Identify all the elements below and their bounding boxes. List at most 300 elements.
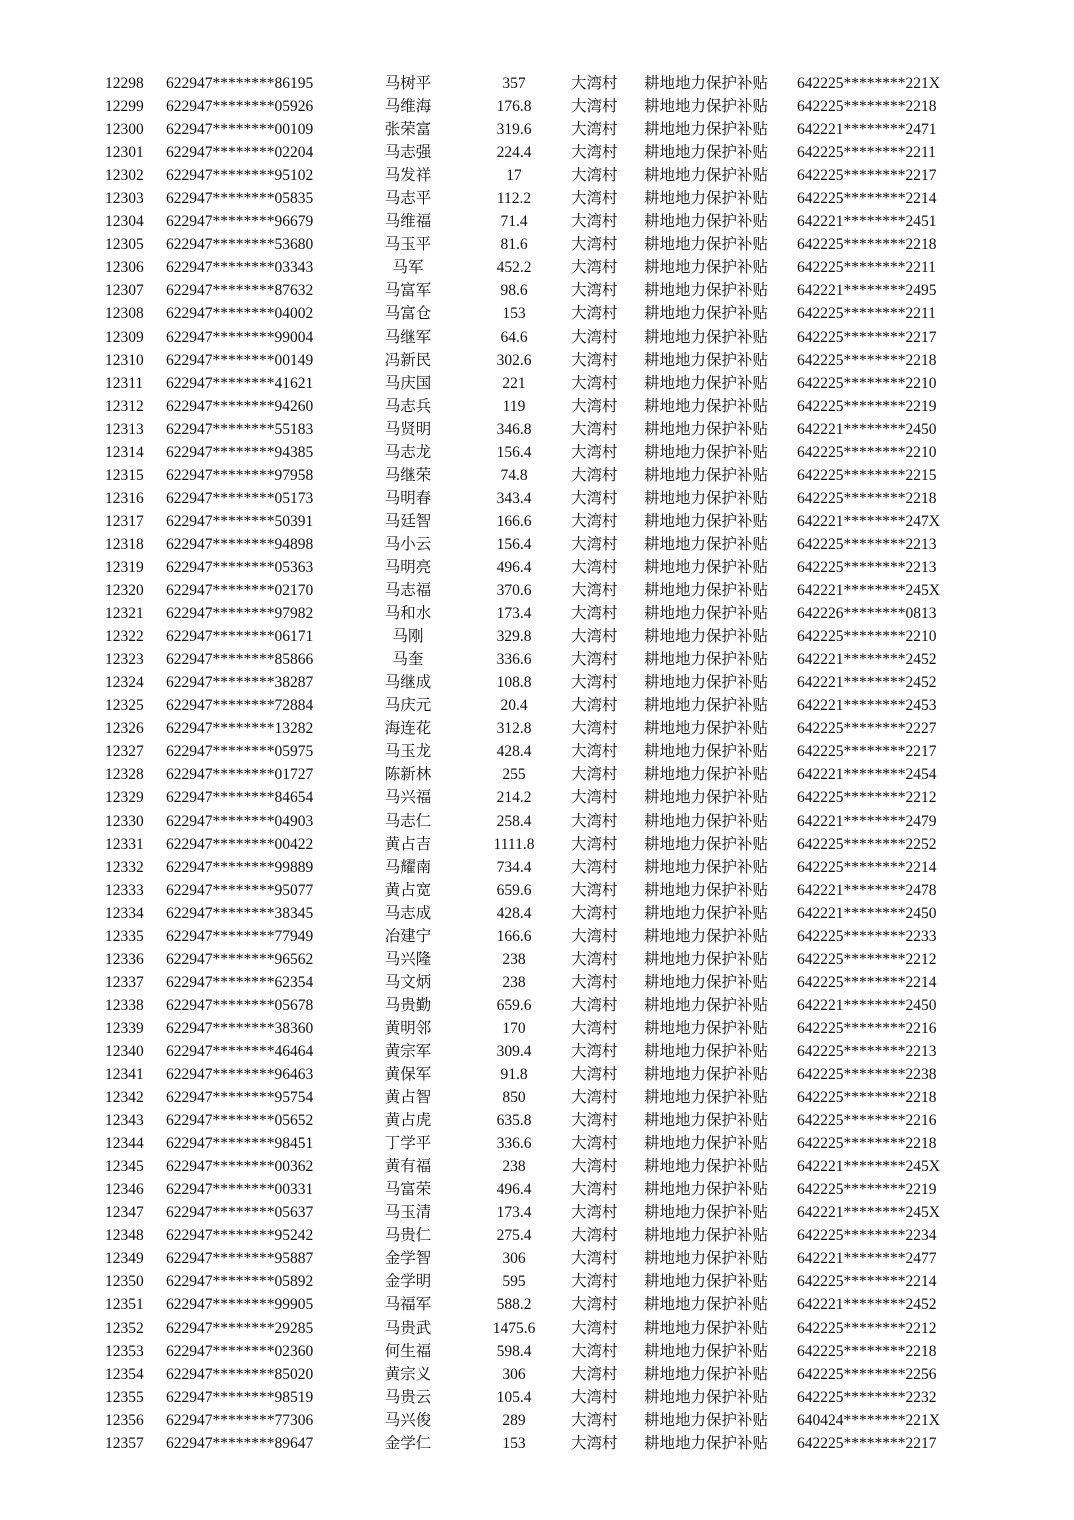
subsidy-type-cell: 耕地地力保护补贴	[644, 512, 769, 530]
id-number-cell: 642225********2219	[797, 397, 937, 415]
village-cell: 大湾村	[571, 651, 618, 669]
subsidy-type-cell: 耕地地力保护补贴	[644, 1204, 769, 1222]
name-cell: 黄占宽	[384, 881, 432, 899]
id-number-cell: 642221********2452	[797, 1296, 937, 1314]
seq-number-cell: 12314	[105, 443, 144, 461]
card-number-cell: 622947********38345	[166, 904, 314, 922]
amount-cell: 428.4	[496, 743, 532, 761]
table-row	[0, 717, 1074, 740]
name-cell: 马继军	[384, 328, 432, 346]
card-number-cell: 622947********97958	[166, 466, 314, 484]
table-row	[0, 95, 1074, 118]
name-cell: 马志仁	[384, 812, 432, 830]
amount-cell: 214.2	[496, 789, 532, 807]
seq-number-cell: 12325	[105, 697, 144, 715]
name-cell: 金学智	[384, 1250, 432, 1268]
seq-number-cell: 12337	[105, 973, 144, 991]
amount-cell: 336.6	[496, 1135, 532, 1153]
id-number-cell: 642225********2215	[797, 466, 937, 484]
subsidy-type-cell: 耕地地力保护补贴	[644, 1319, 769, 1337]
village-cell: 大湾村	[571, 98, 618, 116]
card-number-cell: 622947********05652	[166, 1112, 314, 1130]
village-cell: 大湾村	[571, 743, 618, 761]
name-cell: 黄明邻	[384, 1019, 432, 1037]
name-cell: 马耀南	[384, 858, 432, 876]
village-cell: 大湾村	[571, 1042, 618, 1060]
table-row	[0, 856, 1074, 879]
id-number-cell: 642225********2256	[797, 1365, 937, 1383]
subsidy-type-cell: 耕地地力保护补贴	[644, 1181, 769, 1199]
table-row	[0, 487, 1074, 510]
id-number-cell: 642221********2477	[797, 1250, 937, 1268]
village-cell: 大湾村	[571, 1181, 618, 1199]
amount-cell: 346.8	[496, 420, 532, 438]
card-number-cell: 622947********95887	[166, 1250, 314, 1268]
village-cell: 大湾村	[571, 328, 618, 346]
amount-cell: 598.4	[496, 1342, 532, 1360]
seq-number-cell: 12335	[105, 927, 144, 945]
village-cell: 大湾村	[571, 1227, 618, 1245]
id-number-cell: 642221********2495	[797, 282, 937, 300]
amount-cell: 734.4	[496, 858, 532, 876]
village-cell: 大湾村	[571, 996, 618, 1014]
subsidy-type-cell: 耕地地力保护补贴	[644, 651, 769, 669]
table-row	[0, 1109, 1074, 1132]
amount-cell: 170	[502, 1019, 526, 1037]
card-number-cell: 622947********38360	[166, 1019, 314, 1037]
name-cell: 马继荣	[384, 466, 432, 484]
seq-number-cell: 12309	[105, 328, 144, 346]
seq-number-cell: 12352	[105, 1319, 144, 1337]
seq-number-cell: 12344	[105, 1135, 144, 1153]
name-cell: 冯新民	[384, 351, 432, 369]
seq-number-cell: 12332	[105, 858, 144, 876]
id-number-cell: 642225********2227	[797, 720, 937, 738]
subsidy-type-cell: 耕地地力保护补贴	[644, 973, 769, 991]
table-row	[0, 902, 1074, 925]
table-row	[0, 1178, 1074, 1201]
name-cell: 马兴福	[384, 789, 432, 807]
name-cell: 黄占虎	[384, 1112, 432, 1130]
id-number-cell: 642221********2478	[797, 881, 937, 899]
card-number-cell: 622947********86195	[166, 75, 314, 92]
table-row	[0, 1155, 1074, 1178]
id-number-cell: 642221********2451	[797, 213, 937, 231]
table-row	[0, 1293, 1074, 1316]
subsidy-type-cell: 耕地地力保护补贴	[644, 1342, 769, 1360]
id-number-cell: 642225********2216	[797, 1019, 937, 1037]
seq-number-cell: 12353	[105, 1342, 144, 1360]
subsidy-type-cell: 耕地地力保护补贴	[644, 605, 769, 623]
seq-number-cell: 12331	[105, 835, 144, 853]
seq-number-cell: 12301	[105, 144, 144, 162]
village-cell: 大湾村	[571, 858, 618, 876]
table-row	[0, 302, 1074, 325]
id-number-cell: 642225********2218	[797, 489, 937, 507]
id-number-cell: 642221********2454	[797, 766, 937, 784]
subsidy-type-cell: 耕地地力保护补贴	[644, 558, 769, 576]
amount-cell: 635.8	[496, 1112, 532, 1130]
table-row	[0, 579, 1074, 602]
seq-number-cell: 12350	[105, 1273, 144, 1291]
name-cell: 马贤明	[384, 420, 432, 438]
table-row	[0, 556, 1074, 579]
card-number-cell: 622947********41621	[166, 374, 314, 392]
subsidy-type-cell: 耕地地力保护补贴	[644, 1042, 769, 1060]
table-row	[0, 694, 1074, 717]
card-number-cell: 622947********99004	[166, 328, 314, 346]
village-cell: 大湾村	[571, 512, 618, 530]
name-cell: 马富荣	[384, 1181, 432, 1199]
amount-cell: 343.4	[496, 489, 532, 507]
village-cell: 大湾村	[571, 259, 618, 277]
seq-number-cell: 12349	[105, 1250, 144, 1268]
seq-number-cell: 12302	[105, 167, 144, 185]
id-number-cell: 642225********2218	[797, 351, 937, 369]
card-number-cell: 622947********94260	[166, 397, 314, 415]
seq-number-cell: 12357	[105, 1434, 144, 1452]
subsidy-table	[0, 72, 1074, 1455]
seq-number-cell: 12347	[105, 1204, 144, 1222]
name-cell: 马富仓	[384, 305, 432, 323]
name-cell: 马兴俊	[384, 1411, 432, 1429]
subsidy-type-cell: 耕地地力保护补贴	[644, 328, 769, 346]
card-number-cell: 622947********00109	[166, 121, 314, 139]
seq-number-cell: 12323	[105, 651, 144, 669]
seq-number-cell: 12339	[105, 1019, 144, 1037]
village-cell: 大湾村	[571, 558, 618, 576]
seq-number-cell: 12300	[105, 121, 144, 139]
subsidy-type-cell: 耕地地力保护补贴	[644, 766, 769, 784]
id-number-cell: 642225********2232	[797, 1388, 937, 1406]
subsidy-type-cell: 耕地地力保护补贴	[644, 881, 769, 899]
seq-number-cell: 12333	[105, 881, 144, 899]
card-number-cell: 622947********03343	[166, 259, 314, 277]
amount-cell: 238	[502, 973, 526, 991]
seq-number-cell: 12305	[105, 236, 144, 254]
table-row	[0, 948, 1074, 971]
table-row	[0, 1201, 1074, 1224]
table-row	[0, 1017, 1074, 1040]
table-row	[0, 141, 1074, 164]
seq-number-cell: 12354	[105, 1365, 144, 1383]
card-number-cell: 622947********05363	[166, 558, 314, 576]
village-cell: 大湾村	[571, 1112, 618, 1130]
village-cell: 大湾村	[571, 305, 618, 323]
subsidy-type-cell: 耕地地力保护补贴	[644, 904, 769, 922]
seq-number-cell: 12328	[105, 766, 144, 784]
subsidy-type-cell: 耕地地力保护补贴	[644, 397, 769, 415]
name-cell: 马小云	[384, 535, 432, 553]
name-cell: 黄宗军	[384, 1042, 432, 1060]
amount-cell: 306	[502, 1365, 526, 1383]
subsidy-type-cell: 耕地地力保护补贴	[644, 950, 769, 968]
card-number-cell: 622947********77306	[166, 1411, 314, 1429]
amount-cell: 1475.6	[492, 1319, 536, 1337]
subsidy-type-cell: 耕地地力保护补贴	[644, 167, 769, 185]
seq-number-cell: 12308	[105, 305, 144, 323]
name-cell: 何生福	[384, 1342, 432, 1360]
id-number-cell: 642225********2218	[797, 1135, 937, 1153]
village-cell: 大湾村	[571, 1411, 618, 1429]
card-number-cell: 622947********55183	[166, 420, 314, 438]
card-number-cell: 622947********53680	[166, 236, 314, 254]
seq-number-cell: 12306	[105, 259, 144, 277]
card-number-cell: 622947********77949	[166, 927, 314, 945]
amount-cell: 153	[502, 1434, 526, 1452]
id-number-cell: 642225********2217	[797, 1434, 937, 1452]
subsidy-type-cell: 耕地地力保护补贴	[644, 1411, 769, 1429]
name-cell: 马志龙	[384, 443, 432, 461]
table-row	[0, 233, 1074, 256]
card-number-cell: 622947********72884	[166, 697, 314, 715]
card-number-cell: 622947********29285	[166, 1319, 314, 1337]
name-cell: 马志平	[384, 190, 432, 208]
subsidy-type-cell: 耕地地力保护补贴	[644, 628, 769, 646]
village-cell: 大湾村	[571, 466, 618, 484]
name-cell: 张荣富	[384, 121, 432, 139]
id-number-cell: 642225********2212	[797, 789, 937, 807]
name-cell: 马兴隆	[384, 950, 432, 968]
amount-cell: 595	[502, 1273, 526, 1291]
card-number-cell: 622947********96679	[166, 213, 314, 231]
id-number-cell: 642225********2217	[797, 743, 937, 761]
village-cell: 大湾村	[571, 766, 618, 784]
amount-cell: 224.4	[496, 144, 532, 162]
table-row	[0, 1409, 1074, 1432]
amount-cell: 221	[502, 374, 526, 392]
amount-cell: 71.4	[500, 213, 528, 231]
name-cell: 马福军	[384, 1296, 432, 1314]
village-cell: 大湾村	[571, 835, 618, 853]
name-cell: 马富军	[384, 282, 432, 300]
amount-cell: 17	[506, 167, 522, 185]
card-number-cell: 622947********97982	[166, 605, 314, 623]
amount-cell: 275.4	[496, 1227, 532, 1245]
village-cell: 大湾村	[571, 927, 618, 945]
subsidy-type-cell: 耕地地力保护补贴	[644, 1365, 769, 1383]
subsidy-type-cell: 耕地地力保护补贴	[644, 489, 769, 507]
table-row	[0, 464, 1074, 487]
card-number-cell: 622947********02204	[166, 144, 314, 162]
table-row	[0, 418, 1074, 441]
card-number-cell: 622947********05637	[166, 1204, 314, 1222]
card-number-cell: 622947********05926	[166, 98, 314, 116]
card-number-cell: 622947********98519	[166, 1388, 314, 1406]
amount-cell: 156.4	[496, 443, 532, 461]
card-number-cell: 622947********99905	[166, 1296, 314, 1314]
id-number-cell: 642225********2213	[797, 1042, 937, 1060]
amount-cell: 112.2	[496, 190, 532, 208]
seq-number-cell: 12303	[105, 190, 144, 208]
name-cell: 马维福	[384, 213, 432, 231]
table-row	[0, 1063, 1074, 1086]
table-row	[0, 372, 1074, 395]
seq-number-cell: 12304	[105, 213, 144, 231]
subsidy-type-cell: 耕地地力保护补贴	[644, 259, 769, 277]
amount-cell: 176.8	[496, 98, 532, 116]
subsidy-type-cell: 耕地地力保护补贴	[644, 582, 769, 600]
id-number-cell: 642225********2213	[797, 535, 937, 553]
seq-number-cell: 12299	[105, 98, 144, 116]
village-cell: 大湾村	[571, 1204, 618, 1222]
card-number-cell: 622947********50391	[166, 512, 314, 530]
card-number-cell: 622947********05173	[166, 489, 314, 507]
amount-cell: 173.4	[496, 605, 532, 623]
id-number-cell: 642225********2218	[797, 236, 937, 254]
id-number-cell: 642221********247X	[797, 512, 940, 530]
card-number-cell: 622947********05975	[166, 743, 314, 761]
table-row	[0, 510, 1074, 533]
table-row	[0, 1247, 1074, 1270]
card-number-cell: 622947********84654	[166, 789, 314, 807]
card-number-cell: 622947********01727	[166, 766, 314, 784]
subsidy-type-cell: 耕地地力保护补贴	[644, 1158, 769, 1176]
amount-cell: 496.4	[496, 1181, 532, 1199]
table-row	[0, 326, 1074, 349]
name-cell: 马贵仁	[384, 1227, 432, 1245]
seq-number-cell: 12326	[105, 720, 144, 738]
seq-number-cell: 12343	[105, 1112, 144, 1130]
table-row	[0, 786, 1074, 809]
name-cell: 马维海	[384, 98, 432, 116]
seq-number-cell: 12312	[105, 397, 144, 415]
village-cell: 大湾村	[571, 535, 618, 553]
id-number-cell: 642225********2217	[797, 167, 937, 185]
card-number-cell: 622947********00422	[166, 835, 314, 853]
table-row	[0, 879, 1074, 902]
card-number-cell: 622947********00149	[166, 351, 314, 369]
village-cell: 大湾村	[571, 812, 618, 830]
id-number-cell: 642221********2450	[797, 420, 937, 438]
seq-number-cell: 12342	[105, 1089, 144, 1107]
amount-cell: 255	[502, 766, 526, 784]
id-number-cell: 642221********2450	[797, 996, 937, 1014]
subsidy-type-cell: 耕地地力保护补贴	[644, 535, 769, 553]
amount-cell: 1111.8	[493, 835, 535, 853]
card-number-cell: 622947********95102	[166, 167, 314, 185]
amount-cell: 452.2	[496, 259, 532, 277]
seq-number-cell: 12320	[105, 582, 144, 600]
card-number-cell: 622947********04002	[166, 305, 314, 323]
amount-cell: 108.8	[496, 674, 532, 692]
card-number-cell: 622947********06171	[166, 628, 314, 646]
card-number-cell: 622947********00331	[166, 1181, 314, 1199]
id-number-cell: 642225********2214	[797, 858, 937, 876]
id-number-cell: 642221********2453	[797, 697, 937, 715]
name-cell: 马志福	[384, 582, 432, 600]
subsidy-type-cell: 耕地地力保护补贴	[644, 236, 769, 254]
card-number-cell: 622947********95754	[166, 1089, 314, 1107]
village-cell: 大湾村	[571, 213, 618, 231]
id-number-cell: 642225********2214	[797, 1273, 937, 1291]
subsidy-type-cell: 耕地地力保护补贴	[644, 282, 769, 300]
card-number-cell: 622947********04903	[166, 812, 314, 830]
subsidy-type-cell: 耕地地力保护补贴	[644, 190, 769, 208]
subsidy-type-cell: 耕地地力保护补贴	[644, 789, 769, 807]
name-cell: 陈新林	[384, 766, 432, 784]
amount-cell: 20.4	[500, 697, 528, 715]
table-row	[0, 1432, 1074, 1455]
seq-number-cell: 12330	[105, 812, 144, 830]
id-number-cell: 642225********2210	[797, 443, 937, 461]
amount-cell: 302.6	[496, 351, 532, 369]
id-number-cell: 642225********2218	[797, 1342, 937, 1360]
id-number-cell: 642225********2252	[797, 835, 937, 853]
village-cell: 大湾村	[571, 697, 618, 715]
amount-cell: 659.6	[496, 996, 532, 1014]
table-row	[0, 740, 1074, 763]
id-number-cell: 642225********221X	[797, 75, 940, 92]
card-number-cell: 622947********00362	[166, 1158, 314, 1176]
subsidy-type-cell: 耕地地力保护补贴	[644, 213, 769, 231]
table-row	[0, 1224, 1074, 1247]
id-number-cell: 642225********2211	[797, 144, 936, 162]
village-cell: 大湾村	[571, 1434, 618, 1452]
table-row	[0, 395, 1074, 418]
card-number-cell: 622947********98451	[166, 1135, 314, 1153]
card-number-cell: 622947********95242	[166, 1227, 314, 1245]
card-number-cell: 622947********94385	[166, 443, 314, 461]
id-number-cell: 642225********2219	[797, 1181, 937, 1199]
subsidy-type-cell: 耕地地力保护补贴	[644, 1135, 769, 1153]
name-cell: 马刚	[392, 628, 424, 646]
id-number-cell: 642225********2218	[797, 98, 937, 116]
amount-cell: 153	[502, 305, 526, 323]
id-number-cell: 642225********2210	[797, 374, 937, 392]
id-number-cell: 642221********2471	[797, 121, 937, 139]
card-number-cell: 622947********96463	[166, 1066, 314, 1084]
seq-number-cell: 12313	[105, 420, 144, 438]
subsidy-type-cell: 耕地地力保护补贴	[644, 75, 769, 92]
village-cell: 大湾村	[571, 1365, 618, 1383]
seq-number-cell: 12321	[105, 605, 144, 623]
table-row	[0, 72, 1074, 95]
name-cell: 冶建宁	[384, 927, 432, 945]
seq-number-cell: 12351	[105, 1296, 144, 1314]
id-number-cell: 642221********2452	[797, 651, 937, 669]
name-cell: 马和水	[384, 605, 432, 623]
card-number-cell: 622947********95077	[166, 881, 314, 899]
amount-cell: 166.6	[496, 512, 532, 530]
village-cell: 大湾村	[571, 1135, 618, 1153]
id-number-cell: 642221********2452	[797, 674, 937, 692]
amount-cell: 428.4	[496, 904, 532, 922]
name-cell: 马志强	[384, 144, 432, 162]
name-cell: 黄宗义	[384, 1365, 432, 1383]
seq-number-cell: 12346	[105, 1181, 144, 1199]
seq-number-cell: 12355	[105, 1388, 144, 1406]
village-cell: 大湾村	[571, 397, 618, 415]
name-cell: 马军	[392, 259, 424, 277]
name-cell: 马玉清	[384, 1204, 432, 1222]
table-row	[0, 1340, 1074, 1363]
id-number-cell: 642221********245X	[797, 582, 940, 600]
amount-cell: 173.4	[496, 1204, 532, 1222]
subsidy-type-cell: 耕地地力保护补贴	[644, 466, 769, 484]
amount-cell: 496.4	[496, 558, 532, 576]
village-cell: 大湾村	[571, 1342, 618, 1360]
name-cell: 马玉平	[384, 236, 432, 254]
seq-number-cell: 12327	[105, 743, 144, 761]
village-cell: 大湾村	[571, 881, 618, 899]
subsidy-type-cell: 耕地地力保护补贴	[644, 1273, 769, 1291]
subsidy-type-cell: 耕地地力保护补贴	[644, 1296, 769, 1314]
id-number-cell: 642225********2211	[797, 305, 936, 323]
subsidy-type-cell: 耕地地力保护补贴	[644, 697, 769, 715]
subsidy-type-cell: 耕地地力保护补贴	[644, 1227, 769, 1245]
table-row	[0, 1386, 1074, 1409]
